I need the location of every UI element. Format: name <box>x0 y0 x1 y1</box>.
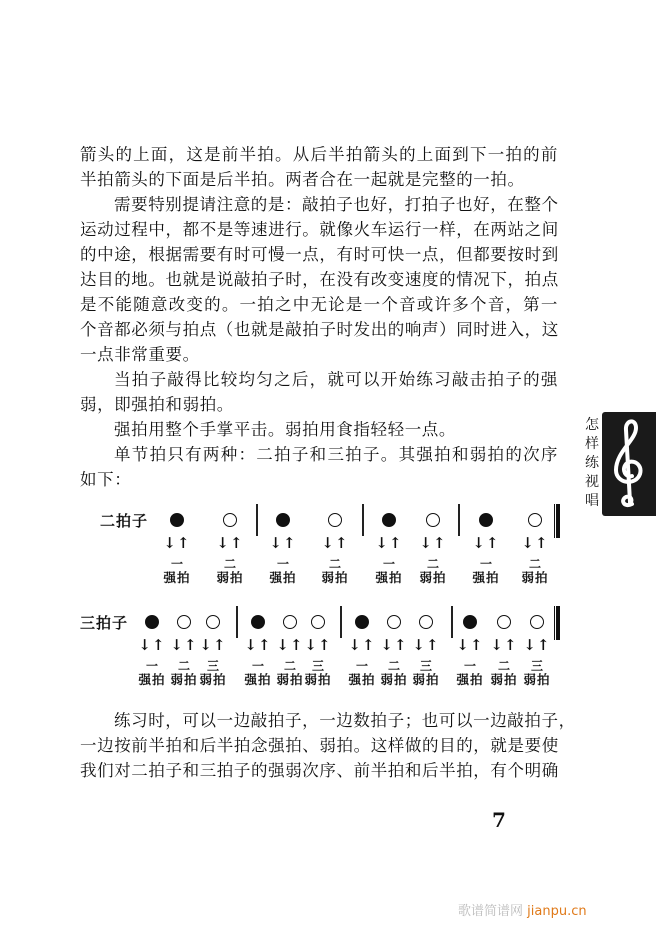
beat-accent-label: 强拍 <box>244 672 272 687</box>
weak-beat-note <box>223 513 237 527</box>
down-up-arrows: ↓↑ <box>375 534 403 552</box>
barline <box>458 504 460 536</box>
beat-accent-label: 弱拍 <box>276 672 304 687</box>
beat-accent-label: 弱拍 <box>523 672 551 687</box>
paragraph-line: 一边按前半拍和后半拍念强拍、弱拍。这样做的目的，就是要使 <box>80 736 559 755</box>
beat-accent-label: 弱拍 <box>412 672 440 687</box>
beat-count: 二 <box>283 659 296 673</box>
down-up-arrows: ↓↑ <box>419 534 447 552</box>
beat-count: 三 <box>206 659 219 673</box>
meter-label-duple: 二拍子 <box>100 512 149 530</box>
down-up-arrows: ↓↑ <box>472 534 500 552</box>
down-up-arrows: ↓↑ <box>304 636 332 654</box>
beat-accent-label: 弱拍 <box>380 672 408 687</box>
down-up-arrows: ↓↑ <box>244 636 272 654</box>
down-up-arrows: ↓↑ <box>163 534 191 552</box>
final-double-barline <box>554 504 560 538</box>
down-up-arrows: ↓↑ <box>380 636 408 654</box>
watermark-url: jianpu.cn <box>527 904 587 919</box>
paragraph-line: 一点非常重要。 <box>80 345 200 364</box>
paragraph-line: 强拍用整个手掌平击。弱拍用食指轻轻一点。 <box>114 420 456 439</box>
paragraph-line: 箭头的上面，这是前半拍。从后半拍箭头的上面到下一拍的前 <box>80 145 558 164</box>
paragraph-line: 个音都必须与拍点（也就是敲拍子时发出的响声）同时进入，这 <box>80 320 559 339</box>
weak-beat-note <box>177 615 191 629</box>
beat-accent-label: 强拍 <box>375 570 403 585</box>
down-up-arrows: ↓↑ <box>199 636 227 654</box>
beat-accent-label: 强拍 <box>348 672 376 687</box>
beat-count: 一 <box>355 659 368 673</box>
beat-count: 二 <box>497 659 510 673</box>
watermark <box>458 900 587 919</box>
weak-beat-note <box>328 513 342 527</box>
down-up-arrows: ↓↑ <box>490 636 518 654</box>
barline <box>340 606 342 638</box>
paragraph-line: 我们对二拍子和三拍子的强弱次序、前半拍和后半拍，有个明确 <box>80 761 559 780</box>
beat-accent-label: 弱拍 <box>521 570 549 585</box>
beat-accent-label: 强拍 <box>456 672 484 687</box>
paragraph-line: 是不能随意改变的。一拍之中无论是一个音或许多个音，第一 <box>80 295 558 314</box>
beat-accent-label: 强拍 <box>269 570 297 585</box>
paragraph-line: 练习时，可以一边敲拍子，一边数拍子；也可以一边敲拍子， <box>114 711 576 730</box>
beat-accent-label: 弱拍 <box>216 570 244 585</box>
weak-beat-note <box>426 513 440 527</box>
beat-accent-label: 弱拍 <box>199 672 227 687</box>
beat-accent-label: 强拍 <box>163 570 191 585</box>
barline <box>362 504 364 536</box>
page-number: 7 <box>492 808 506 832</box>
paragraph-line: 当拍子敲得比较均匀之后，就可以开始练习敲击拍子的强 <box>114 370 558 389</box>
beat-accent-label: 弱拍 <box>321 570 349 585</box>
down-up-arrows: ↓↑ <box>456 636 484 654</box>
down-up-arrows: ↓↑ <box>269 534 297 552</box>
paragraph-line: 需要特别提请注意的是：敲拍子也好，打拍子也好，在整个 <box>114 195 559 214</box>
beat-count: 二 <box>426 557 439 571</box>
strong-beat-note <box>170 513 184 527</box>
beat-count: 一 <box>170 557 183 571</box>
beat-accent-label: 强拍 <box>472 570 500 585</box>
strong-beat-note <box>355 615 369 629</box>
beat-count: 二 <box>177 659 190 673</box>
down-up-arrows: ↓↑ <box>412 636 440 654</box>
beat-count: 三 <box>311 659 324 673</box>
beat-count: 二 <box>328 557 341 571</box>
weak-beat-note <box>387 615 401 629</box>
paragraph-line: 如下： <box>80 470 132 489</box>
beat-count: 一 <box>479 557 492 571</box>
paragraph-line: 达目的地。也就是说敲拍子时，在没有改变速度的情况下，拍点 <box>80 270 559 289</box>
beat-count: 一 <box>382 557 395 571</box>
final-double-barline <box>554 606 560 640</box>
paragraph-line: 弱，即强拍和弱拍。 <box>80 395 234 414</box>
beat-count: 一 <box>251 659 264 673</box>
beat-count: 一 <box>276 557 289 571</box>
treble-clef-icon <box>602 412 656 516</box>
chapter-title: 怎 样 练 视 唱 <box>585 417 599 509</box>
chapter-side-tab <box>584 412 656 516</box>
beat-accent-label: 弱拍 <box>304 672 332 687</box>
beat-count: 二 <box>528 557 541 571</box>
beat-count: 三 <box>530 659 543 673</box>
strong-beat-note <box>382 513 396 527</box>
meter-label-triple: 三拍子 <box>80 614 129 632</box>
down-up-arrows: ↓↑ <box>276 636 304 654</box>
strong-beat-note <box>276 513 290 527</box>
beat-accent-label: 弱拍 <box>490 672 518 687</box>
paragraph-line: 的中途，根据需要有时可慢一点，有时可快一点，但都要按时到 <box>80 245 559 264</box>
weak-beat-note <box>283 615 297 629</box>
beat-accent-label: 弱拍 <box>419 570 447 585</box>
down-up-arrows: ↓↑ <box>321 534 349 552</box>
weak-beat-note <box>530 615 544 629</box>
down-up-arrows: ↓↑ <box>170 636 198 654</box>
down-up-arrows: ↓↑ <box>523 636 551 654</box>
paragraph-line: 半拍箭头的下面是后半拍。两者合在一起就是完整的一拍。 <box>80 170 525 189</box>
weak-beat-note <box>419 615 433 629</box>
weak-beat-note <box>497 615 511 629</box>
paragraph-line: 运动过程中，都不是等速进行。就像火车运行一样，在两站之间 <box>80 220 559 239</box>
barline <box>256 504 258 536</box>
strong-beat-note <box>251 615 265 629</box>
paragraph-line: 单节拍只有两种：二拍子和三拍子。其强拍和弱拍的次序 <box>114 445 558 464</box>
strong-beat-note <box>479 513 493 527</box>
down-up-arrows: ↓↑ <box>521 534 549 552</box>
beat-count: 一 <box>463 659 476 673</box>
down-up-arrows: ↓↑ <box>348 636 376 654</box>
beat-count: 一 <box>145 659 158 673</box>
beat-count: 二 <box>223 557 236 571</box>
weak-beat-note <box>311 615 325 629</box>
weak-beat-note <box>206 615 220 629</box>
beat-accent-label: 强拍 <box>138 672 166 687</box>
down-up-arrows: ↓↑ <box>138 636 166 654</box>
down-up-arrows: ↓↑ <box>216 534 244 552</box>
weak-beat-note <box>528 513 542 527</box>
strong-beat-note <box>145 615 159 629</box>
barline <box>236 606 238 638</box>
watermark-site-name: 歌谱简谱网 <box>458 904 524 919</box>
beat-accent-label: 弱拍 <box>170 672 198 687</box>
beat-count: 三 <box>419 659 432 673</box>
barline <box>451 606 453 638</box>
beat-count: 二 <box>387 659 400 673</box>
strong-beat-note <box>463 615 477 629</box>
